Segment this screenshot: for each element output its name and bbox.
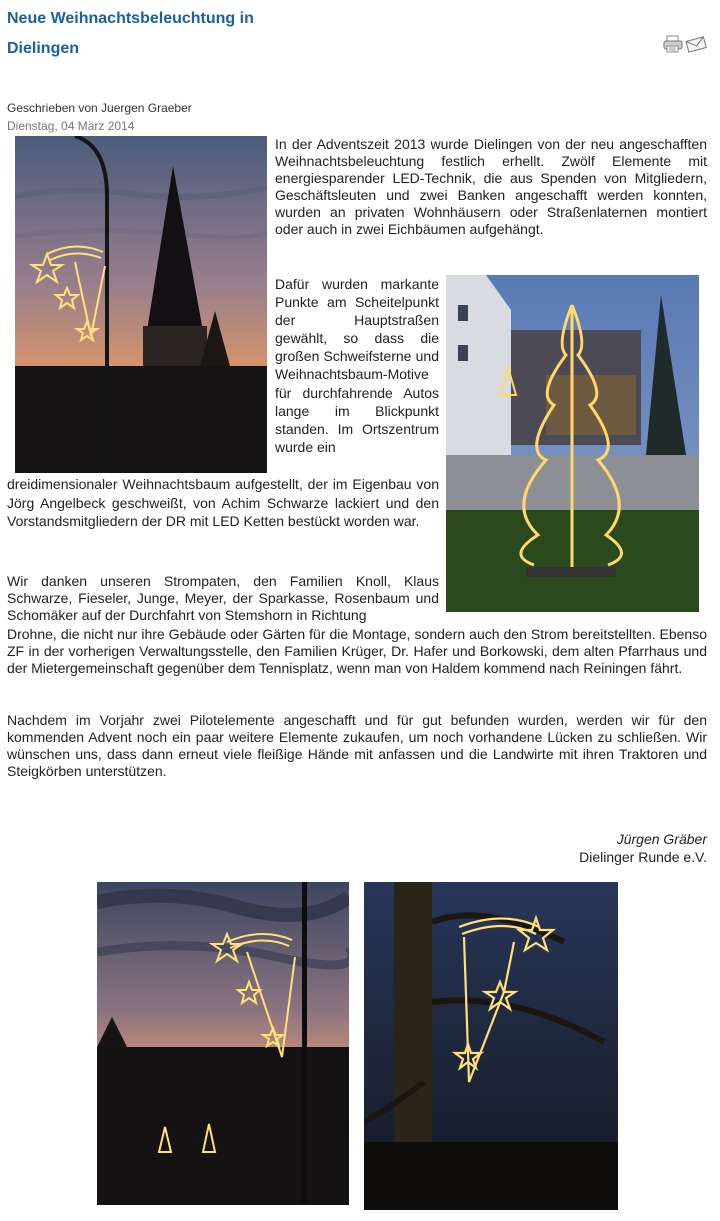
article-toolbar [663, 35, 707, 53]
article-date: Dienstag, 04 März 2014 [7, 119, 135, 133]
paragraph-thanks: Wir danken unseren Strompaten, den Familien Knoll, Klaus Schwarze, Fieseler, Junge, Meyer, der Sparkasse, Rosenbaum und Schomäker auf der Durchfahrt von Stemshorn in Richtung [7, 573, 439, 623]
article-title: Neue Weihnachtsbeleuchtung in Dielingen [7, 10, 254, 57]
photo-oak-tree-shooting-star [364, 882, 618, 1210]
photo-3d-christmas-tree [446, 275, 699, 612]
print-icon[interactable] [663, 35, 683, 53]
paragraph-outlook: Nachdem im Vorjahr zwei Pilotelemente angeschafft und für gut befunden wurden, werden wir für den kommenden Advent noch ein paar weitere Elemente zukaufen, um noch vorhandene Lücken zu schließen. Wir wünschen uns, dass dann erneut viele fleißige Hände mit anfassen und die Landwirte mit ihren Traktoren und Steigkörben unterstützen. [7, 712, 707, 779]
email-icon[interactable] [685, 35, 707, 53]
paragraph-intro: In der Adventszeit 2013 wurde Dielingen von der neu angeschafften Weihnachtsbeleuchtung festlich erhellt. Zwölf Elemente mit energiesparender LED-Technik, die aus Spenden von Mitgliedern, Geschäftsleuten und zwei Banken angeschafft werden konnten, wurden an privaten Wohnhäusern oder Straßenlaternen montiert oder auch in zwei Eichbäumen aufgehängt. [275, 136, 707, 237]
signature-organization: Dielinger Runde e.V. [579, 849, 707, 865]
paragraph-thanks-continued: Drohne, die nicht nur ihre Gebäude oder Gärten für die Montage, sondern auch den Strom bereitstellten. Ebenso ZF in der vorherigen Verwaltungsstelle, den Familien Krüger, Dr. Hafer und Borkowski, dem alten Pfarrhaus und der Mietergemeinschaft gegenüber dem Tennisplatz, wenn man von Haldem kommend nach Reiningen fährt. [7, 626, 707, 676]
signature-name: Jürgen Gräber [616, 831, 707, 847]
photo-church-shooting-star [15, 136, 267, 473]
article-author: Geschrieben von Juergen Graeber [7, 101, 192, 115]
paragraph-highlights-continued: dreidimensionaler Weihnachtsbaum aufgestellt, der im Eigenbau von Jörg Angelbeck geschweißt, von Achim Schwarze lackiert und den Vorstandsmitgliedern der DR mit LED Ketten bestückt worden war. [7, 476, 439, 529]
photo-street-lamp-shooting-star [97, 882, 349, 1205]
paragraph-highlights: Dafür wurden markante Punkte am Scheitelpunkt der Hauptstraßen gewählt, so dass die großen Schweifsterne und Weihnachtsbaum-Motive für durchfahrende Autos lange im Blickpunkt standen. Im Ortszentrum wurde ein [275, 276, 439, 455]
